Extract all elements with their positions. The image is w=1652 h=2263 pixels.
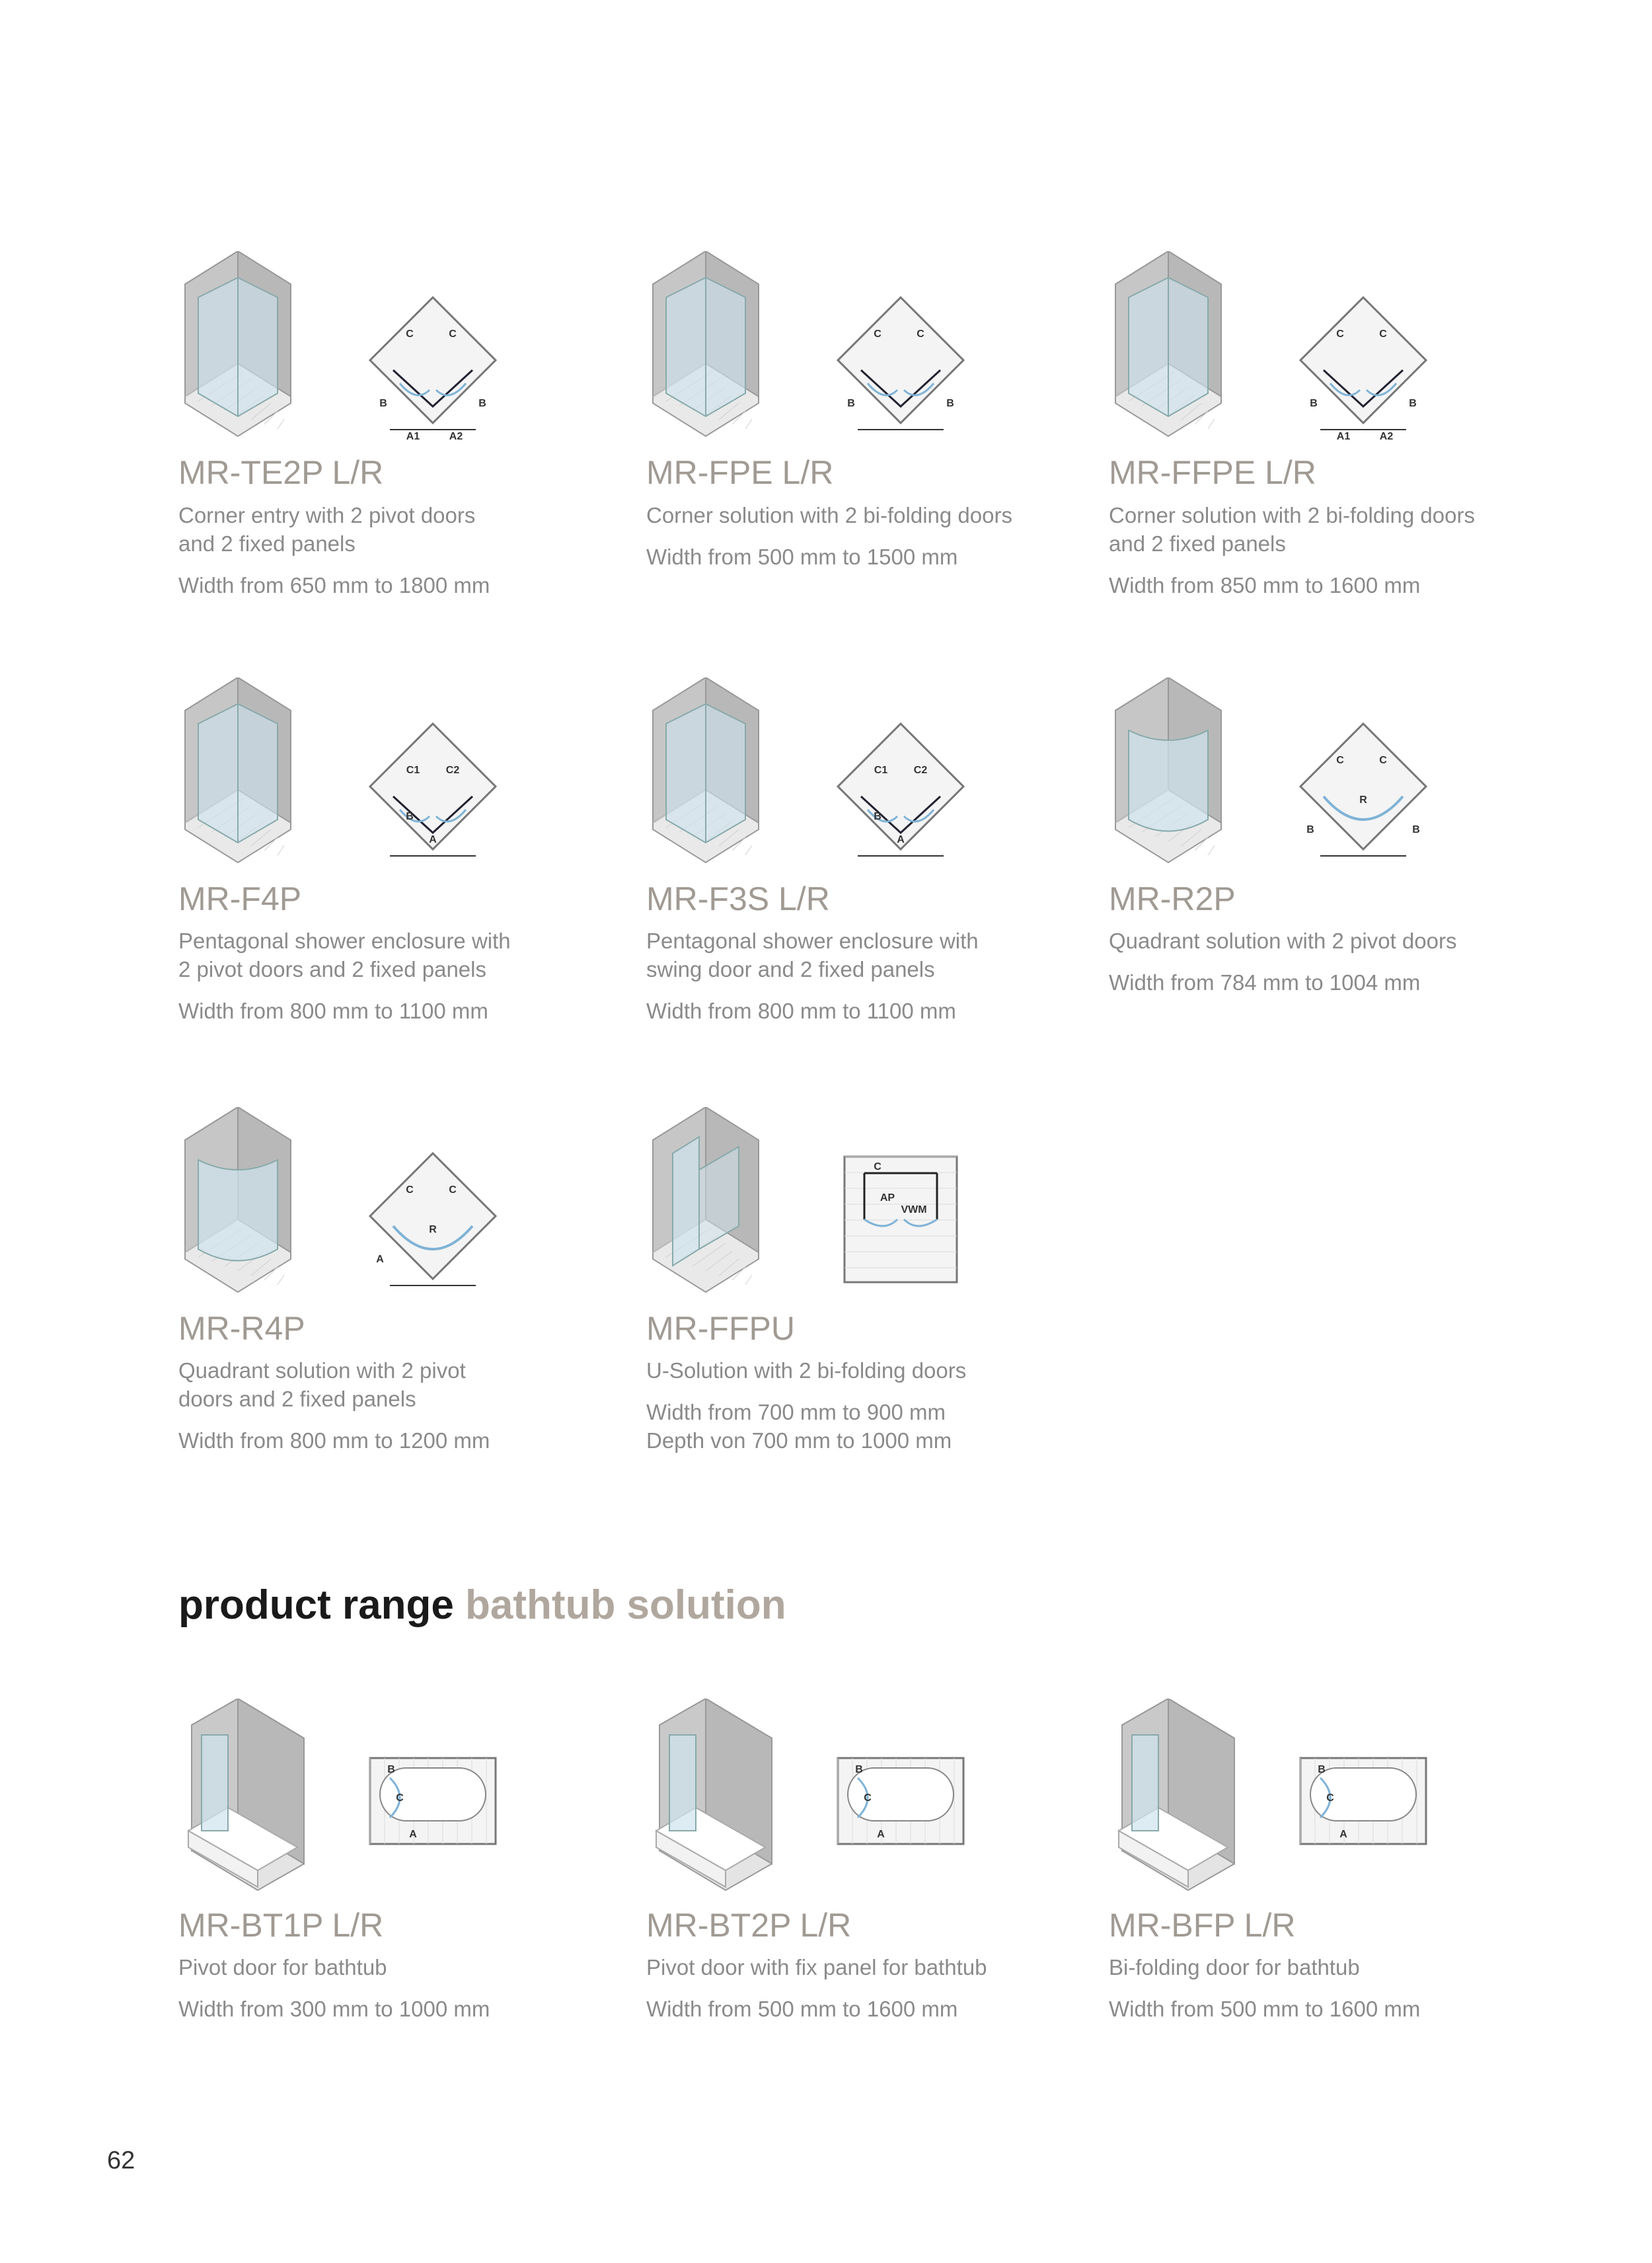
plan-label: A2 [449,431,463,442]
plan-label: C [449,328,457,340]
plan-label: B [387,1764,395,1775]
product-width: Width from 800 mm to 1200 mm [178,1428,490,1453]
section-heading-dark: product range [178,1582,454,1628]
plan-label: C [874,328,882,340]
plan-label: B [1318,1764,1326,1775]
enclosure-sketch [1115,677,1221,863]
plan-label: C2 [445,765,460,776]
plan-label: B [1310,398,1318,409]
product-title: MR-FFPU [646,1310,795,1347]
product-description: Bi-folding door for bathtub [1109,1955,1360,1979]
product-title: MR-BT2P L/R [646,1907,852,1944]
product-illustration [646,251,778,449]
plan-label: C [864,1792,872,1804]
plan-label: A2 [1379,431,1394,442]
product-plan-diagram [831,1738,977,1897]
plan-label: B [1306,824,1314,835]
product-description: Pivot door for bathtub [178,1955,387,1979]
enclosure-sketch [185,1107,291,1292]
product-illustration [178,251,311,449]
plan-label: C [406,1184,414,1196]
plan-label: C [874,1161,882,1172]
product-illustration [1109,251,1241,449]
plan-label: C2 [913,765,928,776]
product-illustration [178,1699,311,1897]
plan-label: B [874,811,882,822]
product-illustration [178,1107,311,1305]
plan-label: C [406,328,414,340]
plan-label: B [379,398,387,409]
product-width: Width from 500 mm to 1600 mm [646,1997,958,2021]
product-title: MR-BT1P L/R [178,1907,384,1944]
product-width: Width from 700 mm to 900 mm Depth von 700 mm to 1000 mm [646,1400,952,1453]
product-description: Quadrant solution with 2 pivot doors [1109,929,1457,953]
product-width: Width from 500 mm to 1500 mm [646,545,958,569]
plan-label: A1 [406,431,420,442]
section-heading [178,1582,786,1628]
floor-plan [1300,297,1426,442]
product-plan-diagram [831,717,977,876]
enclosure-sketch [653,251,759,436]
product-title: MR-F3S L/R [646,880,830,917]
product-title: MR-R4P [178,1310,305,1347]
plan-label: A [897,834,905,845]
floor-plan [370,724,496,856]
product-title: MR-FFPE L/R [1109,454,1316,491]
floor-plan [370,1758,496,1844]
plan-label: A [376,1254,384,1265]
product-illustration [646,1107,778,1305]
product-illustration [646,1699,778,1897]
product-title: MR-F4P [178,880,302,917]
enclosure-sketch [653,677,759,863]
floor-plan [1300,1758,1426,1844]
plan-label: C [1379,755,1387,766]
plan-label: A1 [1336,431,1351,442]
product-title: MR-R2P [1109,880,1236,917]
floor-plan [838,297,963,430]
plan-label: C [1336,755,1344,766]
product-title: MR-FPE L/R [646,454,834,491]
floor-plan [838,724,963,856]
product-plan-diagram [363,1738,509,1897]
plan-label: B [946,398,954,409]
plan-label: B [1412,824,1420,835]
plan-label: A [877,1829,885,1840]
product-plan-diagram [1294,1738,1439,1897]
plan-label: B [478,398,486,409]
plan-label: R [1359,794,1367,806]
plan-label: C [396,1792,404,1804]
product-description: U-Solution with 2 bi-folding doors [646,1358,967,1383]
plan-label: A [409,1829,417,1840]
enclosure-sketch [185,677,291,863]
product-width: Width from 850 mm to 1600 mm [1109,573,1421,597]
plan-label: C [917,328,924,340]
enclosure-sketch [188,1699,304,1890]
product-illustration [1109,677,1241,876]
plan-label: C [1379,328,1387,340]
product-width: Width from 784 mm to 1004 mm [1109,970,1421,995]
plan-label: C1 [406,765,420,776]
plan-label: C1 [874,765,888,776]
floor-plan [1300,724,1426,856]
product-plan-diagram [831,1147,977,1305]
product-illustration [646,677,778,876]
product-width: Width from 300 mm to 1000 mm [178,1997,490,2021]
enclosure-sketch [656,1699,772,1890]
product-width: Width from 800 mm to 1100 mm [646,999,956,1023]
product-illustration [178,677,311,876]
plan-label: R [429,1224,437,1235]
enclosure-sketch [653,1107,759,1292]
product-illustration [1109,1699,1241,1897]
plan-label: C [449,1184,457,1196]
plan-label: B [847,398,855,409]
product-description: Corner solution with 2 bi-folding doors [646,503,1012,527]
product-description: Corner entry with 2 pivot doors and 2 fixed panels [178,503,476,556]
floor-plan [370,297,496,442]
product-description: Corner solution with 2 bi-folding doors and 2 fixed panels [1109,503,1475,556]
enclosure-sketch [1119,1699,1234,1890]
product-plan-diagram [363,291,509,449]
plan-label: B [406,811,414,822]
plan-label: C [1326,1792,1334,1804]
product-plan-diagram [363,1147,509,1305]
enclosure-sketch [1115,251,1221,436]
section-heading-light: bathtub solution [465,1582,786,1628]
product-description: Pivot door with fix panel for bathtub [646,1955,987,1979]
product-plan-diagram [1294,717,1439,876]
product-description: Quadrant solution with 2 pivot doors and 2 fixed panels [178,1358,466,1411]
product-plan-diagram [831,291,977,449]
product-description: Pentagonal shower enclosure with 2 pivot doors and 2 fixed panels [178,929,511,981]
page-number: 62 [107,2147,135,2174]
product-description: Pentagonal shower enclosure with swing door and 2 fixed panels [646,929,979,981]
enclosure-sketch [185,251,291,436]
plan-label: AP [880,1192,895,1204]
product-width: Width from 800 mm to 1100 mm [178,999,488,1023]
floor-plan [838,1758,963,1844]
product-title: MR-TE2P L/R [178,454,384,491]
product-width: Width from 500 mm to 1600 mm [1109,1997,1421,2021]
product-title: MR-BFP L/R [1109,1907,1296,1944]
product-width: Width from 650 mm to 1800 mm [178,573,490,597]
plan-label: B [1409,398,1417,409]
floor-plan [370,1153,496,1285]
plan-label: VWM [901,1204,927,1215]
plan-label: C [1336,328,1344,340]
floor-plan [845,1157,957,1282]
plan-label: A [1339,1829,1347,1840]
plan-label: A [429,834,437,845]
product-plan-diagram [1294,291,1439,449]
plan-label: B [855,1764,863,1775]
product-plan-diagram [363,717,509,876]
